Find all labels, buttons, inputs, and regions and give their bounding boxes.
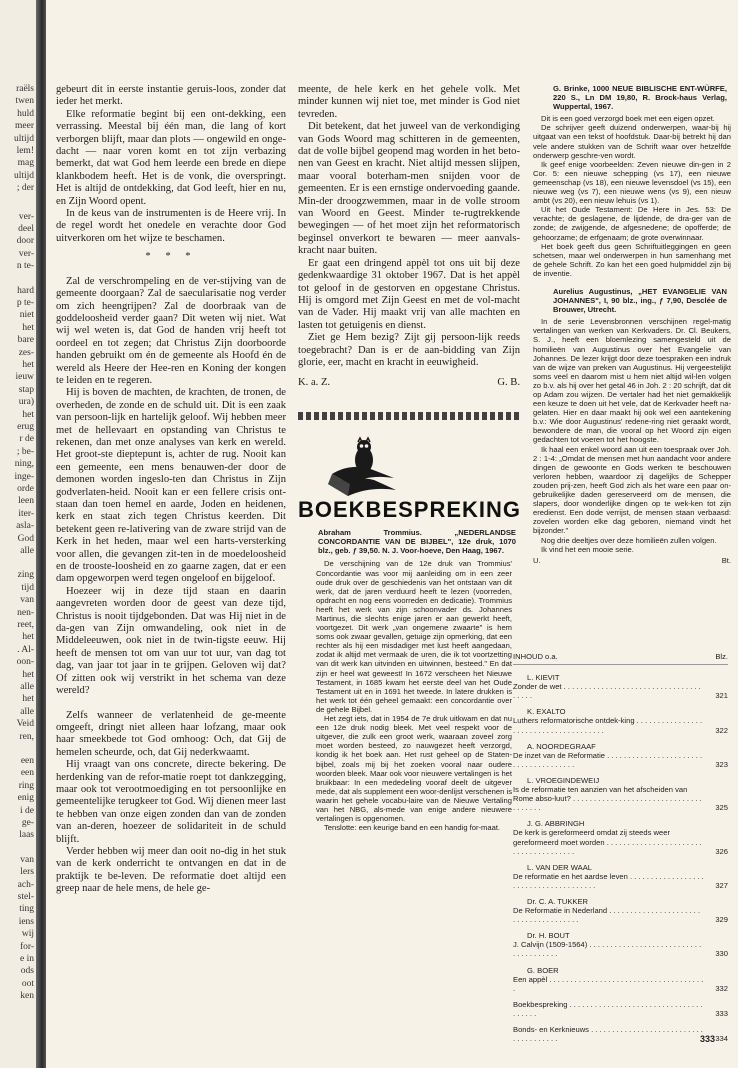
- toc-entry-page: 330: [715, 949, 728, 959]
- paragraph: Dit betekent, dat het juweel van de verkondiging van Gods Woord mag schitteren in de gemeenten, dat de volle bijbel geopend mag worden in het beto-nen van Geest en kracht. Niet altijd messen slijpen, maar vooral boterham-men snijden voor de gemeenten. Er is een ernstige ondervoeding gaande. Min-der droogzwemmen, maar in de volle stroom van Woord en Geest. Minder te-rugtrekkende bewegingen — of het moet zijn het reformatorisch beginsel onverkort te bewaren — meer aanvals-kracht naar buiten.: [298, 121, 520, 257]
- paragraph: Het boek geeft dus geen Schriftuitleggingen en geen schetsen, maar wel onderwerpen in hun samenhang met de gehele Schrift. Zo kan het een goed hulpmiddel zijn bij de inventie.: [533, 241, 731, 278]
- facing-page-fragment: ultijd: [13, 170, 34, 181]
- toc-page-label: Blz.: [715, 652, 728, 661]
- facing-page-fragment: twen: [15, 96, 34, 107]
- facing-page-fragment: wij: [21, 929, 34, 940]
- facing-page-fragment: oon-: [16, 657, 34, 668]
- review-heading: Abraham Trommius. „NEDERLANDSE CONCORDANTIE VAN DE BIJBEL", 12e druk, 1070 blz., geb. ƒ 39,50. N. J. Voor-hoeve, Den Haag, 1967.: [318, 528, 516, 556]
- toc-author: J. G. ABBRINGH: [527, 819, 585, 829]
- review-heading: G. Brinke, 1000 NEUE BIBLISCHE ENT-WÜRFE, 220 S., Ln DM 19,80, R. Brock-haus Verlag, Wuppertal, 1967.: [553, 84, 727, 112]
- facing-page-fragment: huld: [17, 108, 34, 119]
- toc-entry-title: De reformatie en het aardse leven . . .: [513, 872, 704, 890]
- facing-page-fragment: van: [20, 854, 34, 865]
- facing-page-fragment: ning,: [14, 459, 34, 470]
- facing-page-fragment: het: [22, 360, 34, 370]
- facing-page-fragment: het: [22, 322, 34, 333]
- toc-entry-page: 323: [715, 759, 728, 769]
- facing-page-fragment: alle: [20, 706, 34, 717]
- facing-page-fragment: het: [22, 669, 34, 680]
- toc-entry-title: Is de reformatie ten aanzien van het afscheiden van Rome abso-luut? . . .: [513, 785, 704, 812]
- paragraph: Dit is een goed verzorgd boek met een eigen opzet.: [541, 114, 715, 124]
- toc-entry-page: 321: [715, 691, 728, 701]
- facing-page-fragment: stap: [18, 384, 34, 395]
- facing-page-fragment: mag: [17, 158, 34, 169]
- facing-page-fragment: door: [16, 236, 34, 247]
- toc-author: L. VAN DER WAAL: [527, 862, 592, 872]
- facing-page-fragment: ods: [20, 966, 34, 977]
- paragraph: gebeurt dit in eerste instantie geruis-loos, zonder dat ieder het merkt.: [56, 84, 286, 108]
- facing-page-fragment: e in: [20, 954, 34, 964]
- facing-page-fragment: meer: [15, 121, 34, 132]
- facing-page-fragment: raëls: [16, 84, 34, 94]
- article-signature: [298, 377, 520, 389]
- toc-entry: [513, 931, 728, 958]
- facing-page-fragment: ting: [19, 904, 34, 915]
- signature-right: Bt.: [721, 555, 731, 565]
- facing-page-fragment: ach-: [17, 879, 34, 890]
- facing-page-fragment: zing: [17, 570, 34, 581]
- facing-page-edge: [0, 0, 36, 1068]
- review-body: [533, 317, 731, 565]
- facing-page-fragment: bare: [17, 335, 34, 346]
- facing-page-fragment: tijd: [21, 582, 34, 593]
- paragraph: Hij is boven de machten, de krachten, de tronen, de overheden, de zonde en de schuld uit. Dit is een zaak van persoon-lijk en hartelijk geloof. Wij hebben meer met de hellevaart en opstanding van Christus te rekenen, dan met onze analyses van kerk en wereld. Het groot-ste dieptepunt is, achter de rug. Nooit kan een gemeente, een mens benauwen-der door de demonen worden ingeslo-ten dan Christus in Zijn godverlaten-heid. Nooit kan er een fellere crisis ont-staan dan toen hemel en aarde, Joden en heidenen, kerk en staat zich tegen Christus keerden. Dit betekent geen re-lativering van de zware strijd van de Kerk in het heden, maar wel een harts-versterking voor allen, die gevangen zit-ten in de moedeloosheid en de trooste-loosheid en zo gaarne zagen, dat er een dam opgeworpen werd tegen ongeloof en bijgeloof.: [56, 387, 286, 585]
- facing-page-fragment: zes-: [18, 347, 34, 358]
- facing-page-fragment: ieuw: [15, 372, 34, 383]
- toc-entry: [513, 742, 728, 769]
- toc-entry: [513, 673, 728, 700]
- facing-page-fragment: orde: [17, 484, 34, 494]
- facing-page-fragment: nen-: [17, 607, 34, 618]
- facing-page-fragment: n te-: [16, 261, 34, 272]
- table-of-contents: [513, 652, 728, 1050]
- toc-author: Dr. C. A. TUKKER: [527, 896, 589, 906]
- facing-page-fragment: asla-: [16, 521, 34, 532]
- facing-page-fragment: van: [20, 595, 34, 606]
- toc-entry-page: 325: [715, 803, 728, 813]
- facing-page-fragment: niet: [19, 310, 34, 321]
- toc-entry-title: Zonder de wet . . .: [513, 682, 704, 700]
- section-divider-stars: * * *: [145, 251, 197, 263]
- toc-entry-title: De kerk is gereformeerd omdat zij steeds weer gereformeerd moet worden . . .: [513, 828, 704, 855]
- paragraph: De verschijning van de 12e druk van Trommius' Concordantie was voor mij aanleiding om in een zeer oude druk over de geschiedenis van het ontstaan van dit werk, dat de jaren verduurd heeft te lezen (voorreden, opdracht en nog eens voorreden en dedicatie). Trommius heeft het werk van zijn schoonvader ds. Johannes Martinus, die slechts enige jaren er aan gewerkt heeft, voortgezet. Dit werk „van ongemene zwaarte" is hem soms ook zwaar gevallen, getuige zijn opmerking, dat een rechter als hij een misdadiger met lust heeft aangedaan, zodat ik altijd met vermaak de uren, die ik tot voortzetting van dit werk kan uitvinden en uitwinnen, besteed." En dat zijn er heel wat geweest! In 1672 verscheen het Nieuwe Testament, in 1685 kwam het eerste deel van het Oude Testament uit en in 1691 het tweede. In latere drukken is het werk tot één geheel gemaakt: een concordantie over de gehele Bijbel.: [316, 559, 512, 714]
- toc-author: Dr. H. BOUT: [527, 931, 570, 941]
- article-column-1: [56, 84, 286, 896]
- article-column-2: [298, 84, 520, 832]
- toc-entry-page: 329: [715, 915, 728, 925]
- toc-header: [513, 652, 728, 665]
- toc-author: A. NOORDEGRAAF: [527, 741, 596, 751]
- facing-page-fragment: ultijd: [13, 133, 34, 144]
- toc-entry-title: De Reformatie in Nederland . . .: [513, 906, 704, 924]
- paragraph: Het zegt iets, dat in 1954 de 7e druk uitkwam en dat nu een 12e druk nodig bleek. Met veel respekt voor de uitgever, die zulk een groot werk, waaraan zoveel zorg moet worden besteed, zo nauwgezet heeft verzorgd, kondig ik het boek aan. Het rust geheel op de Staten-bijbel, zoals mij bij het zoeken vooral naar oudere woorden bleek. Maar ook voor nieuwere vertalingen is het bruikbaar: In een mededeling vooraf deelt de uitgever mede, dat als supplement een woor-denlijst verschenen is waarin het gehele vocabu-laire van de Nieuwe Vertaling van het NBG, als-mede van enige andere nieuwere vertalingen is opgenomen.: [316, 714, 512, 824]
- toc-entry: [513, 776, 728, 812]
- toc-entry: [513, 1025, 728, 1043]
- toc-entry-page: 322: [715, 725, 728, 735]
- review-column-3: [533, 84, 731, 565]
- facing-page-fragment: het: [22, 632, 34, 643]
- facing-page-fragment: lem!: [16, 146, 34, 156]
- toc-entry: [513, 819, 728, 855]
- toc-entry: [513, 966, 728, 993]
- paragraph: Hij vraagt van ons concrete, directe bekering. De herdenking van de refor-matie roept tot dankzegging, maar ook tot verootmoediging en tot persoonlijke en gemeentelijke terugkeer tot God. Wij dienen meer last te hebben van onze eigen zonden dan van de zonden van an-deren, hoezeer de solidariteit in de schuld blijft.: [56, 759, 286, 845]
- paragraph: Elke reformatie begint bij een ont-dekking, een verrassing. Meestal bij één man, die lang of kort verborgen blijft, maar dan plots — ongewild en onge-dacht — naar voren komt en tot zijn verbazing bemerkt, dat wat God hem leerde een brede en diepe klankbodem heeft. Het is de vonk, die overspringt. Het is altijd de ontdekking, dat God leeft, hier en nu, en Zijn Woord opent.: [56, 108, 286, 207]
- paragraph: meente, de hele kerk en het gehele volk. Met minder kunnen wij niet toe, met minder is God niet tevreden.: [298, 84, 520, 120]
- review-heading: Aurelius Augustinus, „HET EVANGELIE VAN JOHANNES", I, 90 blz., ing., ƒ 7,90, Desclée de Brouwer, Utrecht.: [553, 286, 727, 315]
- facing-page-fragment: ; be-: [16, 446, 34, 457]
- facing-page-fragment: het: [22, 409, 34, 420]
- facing-page-fragment: r de: [19, 434, 34, 445]
- facing-page-fragment: oot: [21, 978, 34, 989]
- toc-entry-title: Luthers reformatorische ontdek-king . . .: [513, 716, 704, 734]
- facing-page-fragment: stel-: [17, 892, 34, 902]
- toc-author: L. KIEVIT: [527, 673, 560, 683]
- toc-author: G. BOER: [527, 965, 559, 975]
- signature-left: K. a. Z.: [298, 377, 331, 389]
- toc-author: K. EXALTO: [527, 707, 566, 717]
- toc-entry: [513, 897, 728, 924]
- facing-page-fragment: inge-: [14, 471, 34, 482]
- review-body: [533, 114, 731, 278]
- owl-book-logo: [298, 434, 520, 500]
- facing-page-fragment: . Al-: [17, 644, 34, 655]
- facing-page-fragment: ; der: [16, 183, 34, 194]
- toc-entry: [513, 863, 728, 890]
- review-body: [316, 559, 512, 832]
- page-number: 333: [700, 1034, 716, 1044]
- toc-entry-page: 326: [715, 846, 728, 856]
- paragraph: Uit het Oude Testament: De Here in Jes. 53: De verachte; de geslagene, de lijdende, de dra-ger van de zonde; de zwijgende, de afgesnedene; de opofferde; de gehoorzame; de erfgenaam; de grote overwinnaar.: [533, 205, 731, 242]
- facing-page-fragment: ura): [18, 397, 34, 408]
- paragraph: Ik haal een enkel woord aan uit een toespraak over Joh. 2 : 1-4: „Omdat de mensen met hun aandacht voor andere dingen de gewoonte en Gods werken te beschouwen verloren hebben, waardoor zij dagelijks de Schepper zouden prij-zen, heeft God zich als het ware een paar on-gebruikelijke daden gereserveerd om de mensen, die slapers, door wonderlijke dingen op te wek-ken tot zijn eredienst. Een dode verrijst, de mensen staan verbaasd: zovelen worden elke dag geboren, niemand vindt het bijzonder.": [533, 444, 731, 536]
- toc-author: L. VROEGINDEWEIJ: [527, 775, 600, 785]
- facing-page-fragment: erug: [17, 422, 34, 432]
- paragraph: In de keus van de instrumenten is de Heere vrij. In de regel wordt het onedele en verachte door God uitverkoren om het wijze te beschamen.: [56, 208, 286, 244]
- facing-page-fragment: een: [20, 756, 34, 766]
- toc-title: INHOUD o.a.: [513, 652, 558, 661]
- toc-list: [513, 673, 728, 1043]
- review-signature: [533, 556, 731, 565]
- facing-page-fragment: alle: [20, 546, 34, 556]
- facing-page-fragment: Veid: [16, 719, 34, 730]
- paragraph: Zal de verschrompeling en de ver-stijving van de gemeente doorgaan? Zal de saecularisatie nog verder om zich heengrijpen? Zal de doorbraak van de goddeloosheid verder gaan? Dit weten wij niet. Wat wij wel weten is, dat God de handen vrij heeft tot oordeel en tot zegen; dat Christus Zijn doorboorde handen gebruikt om én de gemeente als Hoofd én de wereld als Heere der Hee-ren en Koning der kongen te leiden en te regeren.: [56, 275, 286, 386]
- paragraph: Ziet ge Hem bezig? Zijt gij persoon-lijk reeds toegebracht? Dan is er de aan-bidding van Zijn glorie, eer, macht en kracht in eeuwigheid.: [298, 332, 520, 368]
- paragraph: Ik geef enige voorbeelden: Zeven nieuwe din-gen in 2 Cor. 5: een nieuwe schepping (vs 17), een nieuwe gemeenschap (vs 18), een nieuwe levensdoel (vs 15), een nieuwe weg (vs 7), een nieuwe wens (vs 9), een nieuw ambt (vs 20), een nieuw lehuis (vs 1).: [533, 159, 731, 206]
- book-gutter: [36, 0, 46, 1068]
- facing-page-fragment: ren,: [19, 731, 34, 742]
- toc-entry-title: Bonds- en Kerknieuws . . .: [513, 1025, 704, 1043]
- facing-page-fragment: iter-: [18, 508, 34, 519]
- facing-page-fragment: deel: [18, 224, 34, 234]
- toc-entry-title: Een appèl . . .: [513, 975, 704, 993]
- paragraph: Hoezeer wij in deze tijd staan en daarin aangevreten worden door de geest van deze tijd, Christus is nooit tijdgebonden. Dat was Hij niet in de da-gen van Zijn omwandeling, ook niet in de Middeleeuwen, ook niet in de twin-tigste eeuw. Hij heeft de mensen tot om van uur tot uur, van dag tot dag, van jaar tot jaar in te grijpen. Geloven wij dat? Of zitten ook wij verstrikt in het schema van deze wereld?: [56, 585, 286, 697]
- toc-entry-title: J. Calvijn (1509-1564) . . .: [513, 940, 704, 958]
- facing-page-fragment: reet,: [17, 620, 34, 630]
- facing-page-fragment: ring: [18, 780, 34, 791]
- paragraph: Zelfs wanneer de verlatenheid de ge-meente omgeeft, dringt niet alleen haar lofzang, maar ook haar smeekbede tot God omhoog: Och, dat Gij de hemelen scheurde, och, dat Gij nederkwaamt.: [56, 709, 286, 758]
- facing-page-fragment: God: [17, 533, 34, 544]
- paragraph: De schrijver geeft duizend onderwerpen, waar-bij hij uitgaat van een tekst of hoofdstuk. Daar-bij betrekt hij dan vele andere stukken van de Schrift waar over hetzelfde onderwerp geschre-ven wordt.: [533, 123, 731, 160]
- facing-page-fragment: laas: [19, 830, 34, 841]
- facing-page-fragment: ver-: [18, 248, 34, 259]
- paragraph: Er gaat een dringend appèl tot ons uit bij deze gedenkwaardige 31 oktober 1967. Dat is het appèl tot geloof in de gestorven en opgestane Christus. Hij is omgord met Zijn Geest en met de vol-macht van de Vader. Hij maakt vrij van alle machten en lasten tot getuigenis en dienst.: [298, 257, 520, 331]
- paragraph: Verder hebben wij meer dan ooit no-dig in het stuk van de kerk onderricht te ontvangen en dat in de praktijk te be-leven. De reformatie doet altijd een greep naar de hele mens, de hele ge-: [56, 845, 286, 895]
- facing-page-fragment: lers: [20, 867, 34, 878]
- facing-page-fragment: p te-: [16, 298, 34, 308]
- paragraph: Nog drie deeltjes over deze homilieën zullen volgen.: [541, 535, 717, 545]
- facing-page-fragment: hard: [17, 285, 34, 296]
- facing-page-fragment: for-: [19, 941, 34, 952]
- facing-page-fragment: ge-: [21, 818, 34, 828]
- toc-entry-title: Boekbespreking . . .: [513, 1000, 704, 1018]
- facing-page-fragment: i de: [20, 805, 34, 816]
- facing-page-fragment: het: [22, 694, 34, 705]
- toc-entry-page: 332: [715, 983, 728, 993]
- facing-page-fragment: enig: [17, 793, 34, 804]
- toc-entry-page: 333: [715, 1008, 728, 1018]
- facing-page-fragment: leen: [18, 496, 34, 507]
- paragraph: Ik vind het een mooie serie.: [541, 544, 634, 554]
- toc-entry-page: 334: [715, 1034, 728, 1044]
- decorative-border: [298, 412, 520, 420]
- section-heading: BOEKBESPREKING: [298, 496, 522, 522]
- toc-entry: [513, 707, 728, 734]
- paragraph: In de serie Levensbronnen verschijnen regel-matig vertalingen van werken van Kerkvaders. Dr. Cl. Beukers, S. J., heeft een bloemlezing samengesteld uit de homilieën van Augustinus over het Evangelie van Johannes. De lezer krijgt door deze toespraken een indruk van de wijze van preken van Augustinus. Hij vergeestelijkt soms veel en daarom mist u hem niet altijd wil-len volgen zo b.v. als hij over het getal 46 in Joh. 2 : 20 schrijft, dat dit op Adam zou wijzen. De vertaler had het niet gemakkelijk een keuze te doen uit het vele, dat de Kerkvader heeft na-gelaten. Hier en daar maakt hij ook wel een aantekening b.v.: Wie door Augustinus' redene-ring niet geraakt wordt, bewondere de man, die vooral op het Woord zijn eigen gedachten tot voeren tot het hoogste.: [533, 317, 731, 445]
- toc-entry: [513, 1000, 728, 1018]
- facing-page-fragment: ver-: [18, 211, 34, 222]
- magazine-page: [46, 0, 738, 1068]
- toc-entry-page: 327: [715, 880, 728, 890]
- facing-page-fragment: ken: [20, 991, 34, 1002]
- signature-right: G. B.: [497, 377, 520, 389]
- facing-page-fragment: alle: [20, 682, 34, 692]
- owl-on-books-icon: [298, 434, 408, 500]
- facing-page-fragment: een: [20, 768, 34, 779]
- paragraph: Tenslotte: een keurige band en een handig for-maat.: [324, 823, 501, 833]
- toc-entry-title: De inzet van de Reformatie . . .: [513, 751, 704, 769]
- signature-left: U.: [533, 555, 541, 565]
- facing-page-fragment: iens: [18, 916, 34, 927]
